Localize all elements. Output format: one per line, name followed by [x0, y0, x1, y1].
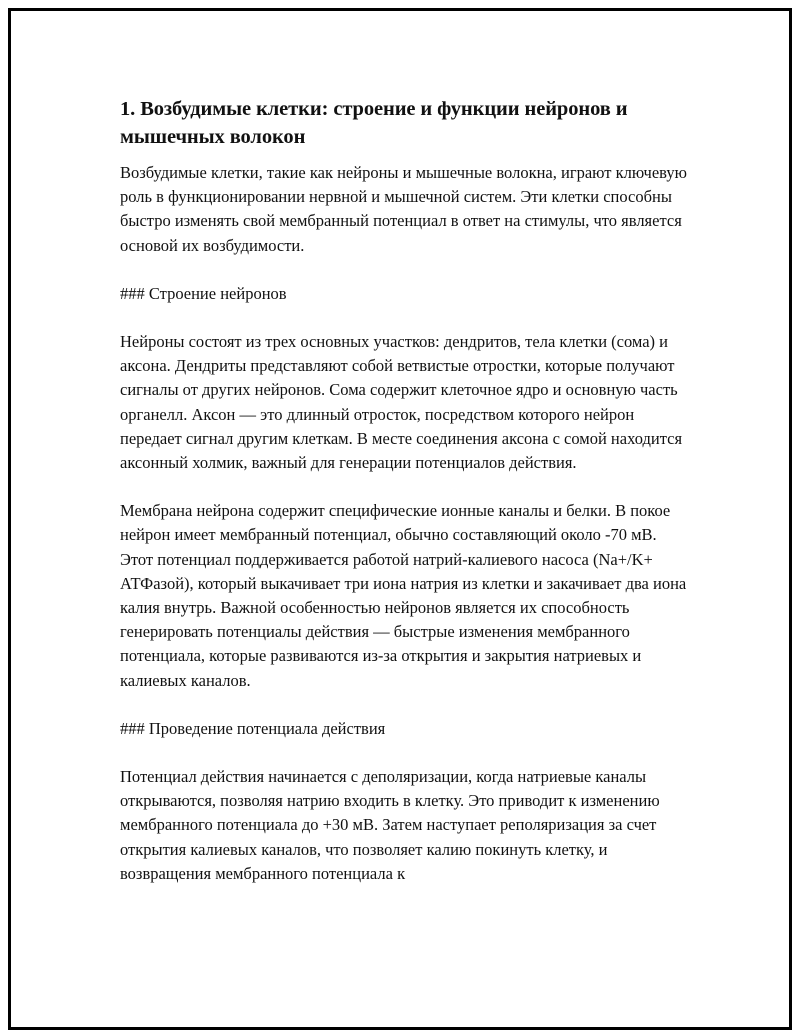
subheading-action-potential: ### Проведение потенциала действия — [120, 718, 386, 738]
intro-paragraph: Возбудимые клетки, такие как нейроны и мышечные волокна, играют ключевую роль в функционировании нервной и мышечной систем. Эти клетки способны быстро изменять свой мембранный потенциал в ответ на стимулы, что является основой их возбудимости. — [120, 163, 687, 255]
document-title: 1. Возбудимые клетки: строение и функции нейронов и мышечных волокон — [120, 98, 628, 148]
membrane-paragraph: Мембрана нейрона содержит специфические ионные каналы и белки. В покое нейрон имеет мембранный потенциал, обычно составляющий около -70 мВ. Этот потенциал поддерживается работой натрий-калиевого насоса (Na+/K+ АТФазой), который выкачивает три иона натрия из клетки и закачивает два иона калия внутрь. Важной особенностью нейронов является их способность генерировать потенциалы действия — быстрые изменения мембранного потенциала, которые развиваются из-за открытия и закрытия натриевых и калиевых каналов. — [120, 501, 687, 690]
page-frame — [8, 8, 792, 1030]
subheading-neuron-structure: ### Строение нейронов — [120, 283, 287, 303]
action-potential-paragraph: Потенциал действия начинается с деполяризации, когда натриевые каналы открываются, позволяя натрию входить в клетку. Это приводит к изменению мембранного потенциала до +30 мВ. Затем наступает реполяризация за счет открытия калиевых каналов, что позволяет калию покинуть клетку, и возвращения мембранного потенциала к — [120, 767, 660, 883]
neuron-structure-paragraph: Нейроны состоят из трех основных участков: дендритов, тела клетки (сома) и аксона. Дендриты представляют собой ветвистые отростки, которые получают сигналы от других нейронов. Сома содержит клеточное ядро и основную часть органелл. Аксон — это длинный отросток, посредством которого нейрон передает сигнал другим клеткам. В месте соединения аксона с сомой находится аксонный холмик, важный для генерации потенциалов действия. — [120, 332, 683, 473]
document-body — [120, 95, 692, 910]
